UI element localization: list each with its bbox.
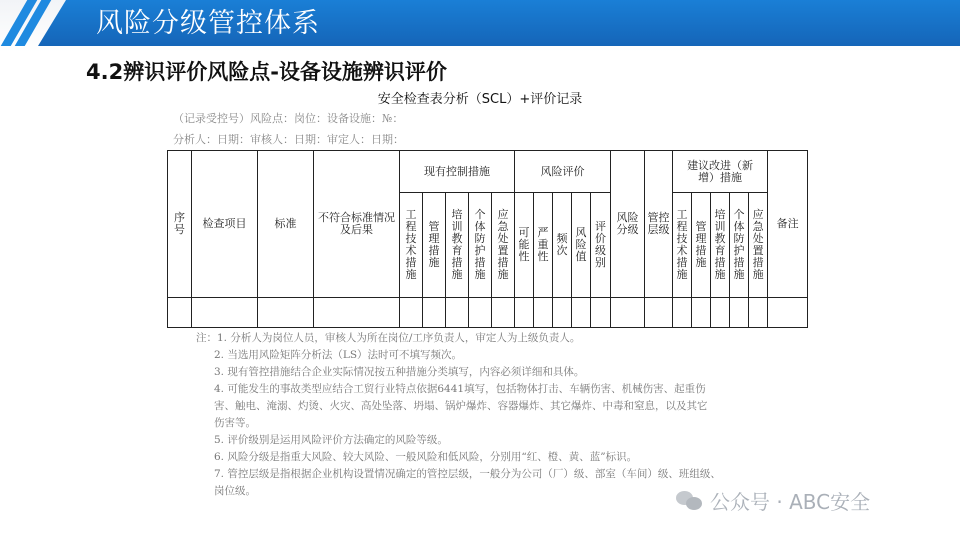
wechat-icon xyxy=(676,489,704,511)
col-suggest-engineering: 工程技术措施 xyxy=(673,193,692,298)
col-risk-grade: 风险分级 xyxy=(611,151,645,298)
col-risk-value: 风险值 xyxy=(572,193,591,298)
col-engineering: 工程技术措施 xyxy=(400,193,423,298)
header-banner xyxy=(0,0,960,52)
col-suggest-ppe: 个体防护措施 xyxy=(730,193,749,298)
table-notes xyxy=(196,330,796,500)
note-line: 5. 评价级别是运用风险评价方法确定的风险等级。 xyxy=(214,434,448,446)
col-evaluation-level: 评价级别 xyxy=(591,193,611,298)
table-title: 安全检查表分析（SCL）+评价记录 xyxy=(377,92,583,107)
section-subtitle: 4.2辨识评价风险点-设备设施辨识评价 xyxy=(86,60,447,84)
note-line: 2. 当选用风险矩阵分析法（LS）法时可不填写频次。 xyxy=(214,349,463,361)
group-risk-evaluation: 风险评价 xyxy=(515,151,611,193)
group-suggested-measures: 建议改进（新增）措施 xyxy=(673,151,768,193)
col-possibility: 可能性 xyxy=(515,193,534,298)
col-frequency: 频次 xyxy=(553,193,572,298)
col-suggest-emergency: 应急处置措施 xyxy=(749,193,768,298)
scl-record-table xyxy=(167,150,808,328)
note-line: 4. 可能发生的事故类型应结合工贸行业特点依据6441填写，包括物体打击、车辆伤害、机械伤害、起重伤 xyxy=(214,383,706,395)
col-management: 管理措施 xyxy=(423,193,446,298)
note-line: 3. 现有管控措施结合企业实际情况按五种措施分类填写，内容必须详细和具体。 xyxy=(214,366,585,378)
col-standard: 标准 xyxy=(258,151,314,298)
col-control-level: 管控层级 xyxy=(645,151,673,298)
col-seq: 序号 xyxy=(168,151,192,298)
table-row-empty xyxy=(168,298,808,328)
col-ppe: 个体防护措施 xyxy=(469,193,492,298)
slide-title: 风险分级管控体系 xyxy=(96,8,320,39)
col-emergency: 应急处置措施 xyxy=(492,193,515,298)
col-suggest-management: 管理措施 xyxy=(692,193,711,298)
col-severity: 严重性 xyxy=(534,193,553,298)
note-line: 害、触电、淹溺、灼烫、火灾、高处坠落、坍塌、锅炉爆炸、容器爆炸、其它爆炸、中毒和窒息，以及其它 xyxy=(214,400,708,412)
note-line: 伤害等。 xyxy=(214,417,256,429)
record-meta-line2: 分析人：日期：审核人：日期：审定人：日期： xyxy=(173,133,404,146)
record-meta-line1: （记录受控号）风险点：岗位：设备设施：№： xyxy=(173,112,404,125)
note-line: 岗位级。 xyxy=(214,485,256,497)
note-line: 7. 管控层级是指根据企业机构设置情况确定的管控层级，一般分为公司（厂）级、部室（车间）级、班组级、 xyxy=(214,468,721,480)
col-inspection-item: 检查项目 xyxy=(192,151,258,298)
watermark-text: 公众号 · ABC安全 xyxy=(710,489,871,514)
col-suggest-training: 培训教育措施 xyxy=(711,193,730,298)
group-existing-measures: 现有控制措施 xyxy=(400,151,515,193)
note-line: 6. 风险分级是指重大风险、较大风险、一般风险和低风险，分别用“红、橙、黄、蓝”标识。 xyxy=(214,451,638,463)
col-training: 培训教育措施 xyxy=(446,193,469,298)
note-line: 注：1. 分析人为岗位人员，审核人为所在岗位/工序负责人，审定人为上级负责人。 xyxy=(196,332,581,344)
col-nonconformity: 不符合标准情况及后果 xyxy=(314,151,400,298)
col-remark: 备注 xyxy=(768,151,808,298)
watermark xyxy=(676,484,870,516)
